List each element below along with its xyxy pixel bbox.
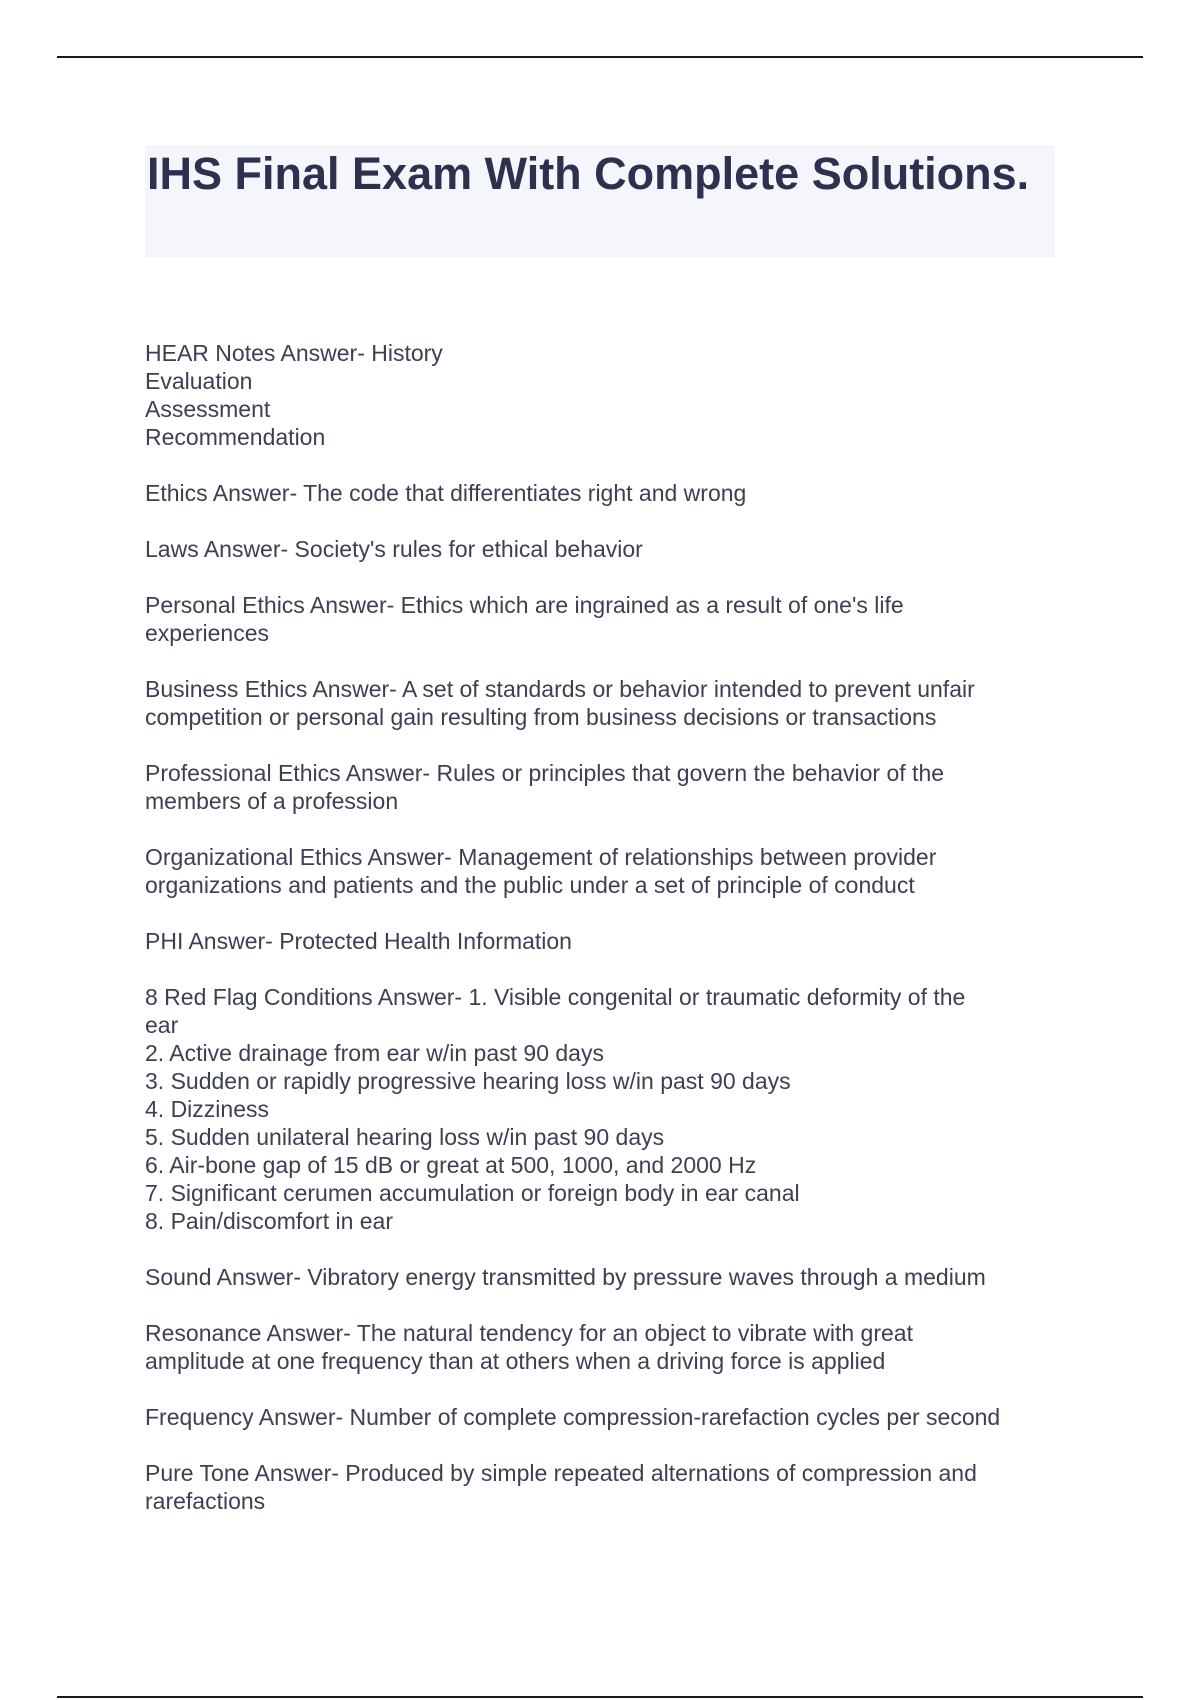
qa-entry-organizational-ethics: Organizational Ethics Answer- Management of relationships between provider organizations and patients and the public under a set of principle of conduct: [145, 844, 937, 898]
qa-entry-resonance: Resonance Answer- The natural tendency for an object to vibrate with great amplitude at one frequency than at others when a driving force is applied: [145, 1320, 913, 1374]
qa-entry-hear-notes: HEAR Notes Answer- History Evaluation Assessment Recommendation: [145, 340, 443, 450]
title-block: [145, 145, 1055, 257]
bottom-divider: [57, 1696, 1143, 1698]
qa-entry-phi: PHI Answer- Protected Health Information: [145, 928, 572, 954]
qa-list: [145, 339, 1065, 1543]
qa-entry-sound: Sound Answer- Vibratory energy transmitted by pressure waves through a medium: [145, 1264, 986, 1290]
qa-entry-frequency: Frequency Answer- Number of complete compression-rarefaction cycles per second: [145, 1404, 1001, 1430]
qa-entry-pure-tone: Pure Tone Answer- Produced by simple repeated alternations of compression and rarefactions: [145, 1460, 977, 1514]
document-title: IHS Final Exam With Complete Solutions.: [147, 148, 1030, 199]
top-divider: [57, 56, 1143, 58]
qa-entry-personal-ethics: Personal Ethics Answer- Ethics which are ingrained as a result of one's life experiences: [145, 592, 904, 646]
qa-entry-professional-ethics: Professional Ethics Answer- Rules or principles that govern the behavior of the members of a profession: [145, 760, 945, 814]
qa-entry-laws: Laws Answer- Society's rules for ethical behavior: [145, 536, 643, 562]
qa-entry-ethics: Ethics Answer- The code that differentiates right and wrong: [145, 480, 747, 506]
qa-entry-red-flag-conditions: 8 Red Flag Conditions Answer- 1. Visible congenital or traumatic deformity of the ear 2. Active drainage from ear w/in past 90 days 3. Sudden or rapidly progressive hearing loss w/in past 90 days 4. Dizziness 5. Sudden unilateral hearing loss w/in past 90 days 6. Air-bone gap of 15 dB or great at 500, 1000, and 2000 Hz 7. Significant cerumen accumulation or foreign body in ear canal 8. Pain/discomfort in ear: [145, 984, 966, 1234]
qa-entry-business-ethics: Business Ethics Answer- A set of standards or behavior intended to prevent unfair competition or personal gain resulting from business decisions or transactions: [145, 676, 975, 730]
